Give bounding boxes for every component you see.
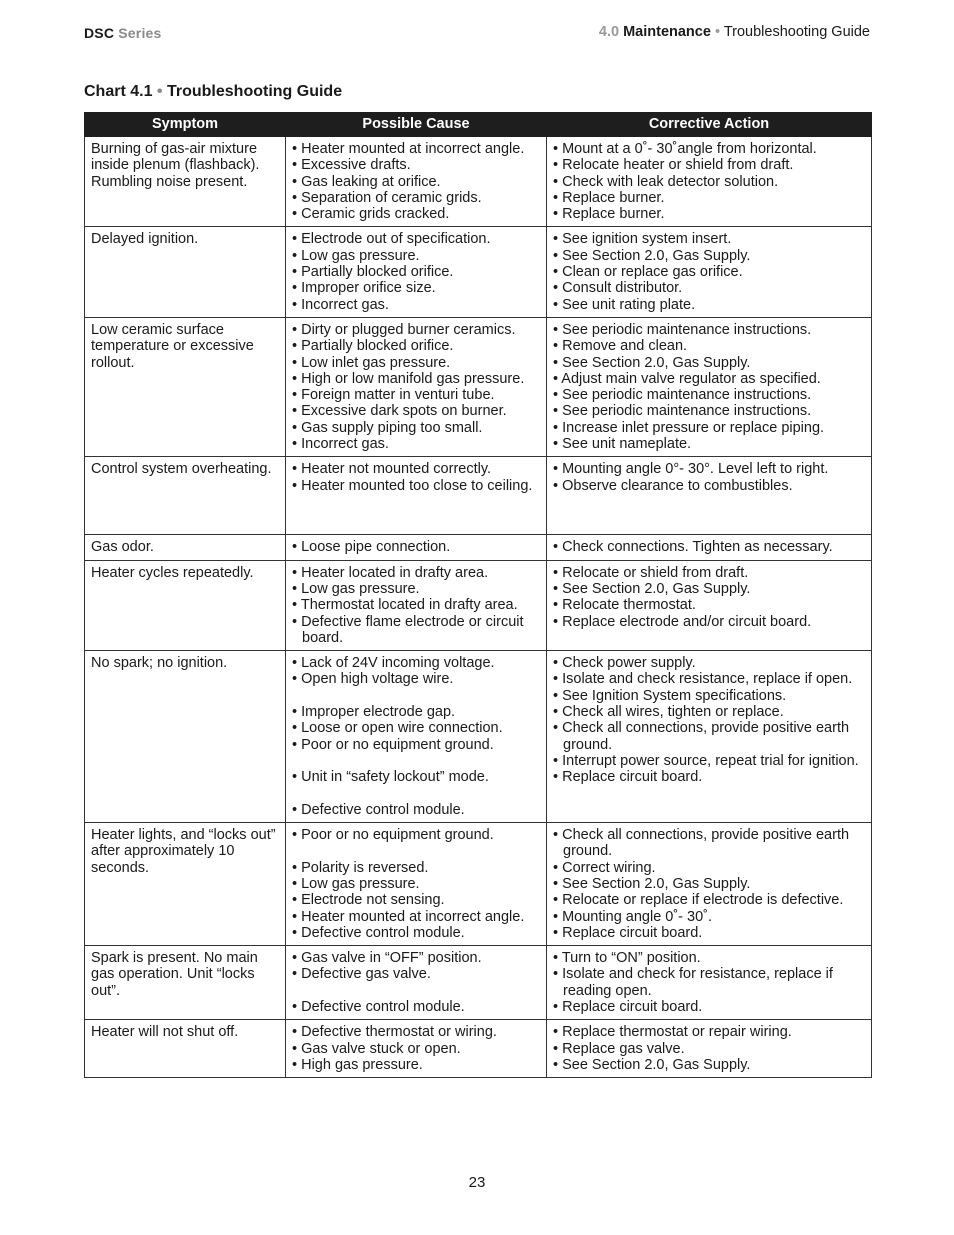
possible-cause-item: • Ceramic grids cracked.	[292, 206, 450, 223]
possible-cause-item: • Partially blocked orifice.	[292, 264, 454, 281]
possible-cause-item: • Low gas pressure.	[292, 247, 420, 264]
corrective-action-cell	[547, 137, 872, 227]
corrective-action-item: • Relocate heater or shield from draft.	[553, 157, 794, 174]
possible-cause-list	[292, 950, 540, 1015]
corrective-action-list	[553, 1024, 865, 1073]
possible-cause-cell	[286, 823, 547, 946]
possible-cause-item: • Foreign matter in venturi tube.	[292, 387, 495, 404]
corrective-action-item: • Check power supply.	[553, 655, 696, 672]
corrective-action-list	[553, 655, 865, 785]
possible-cause-item: • Partially blocked orifice.	[292, 338, 454, 355]
table-row	[85, 560, 872, 650]
possible-cause-list	[292, 1024, 540, 1073]
corrective-action-cell	[547, 651, 872, 823]
possible-cause-cell	[286, 651, 547, 823]
table-header-row	[85, 113, 872, 137]
possible-cause-list	[292, 322, 540, 452]
corrective-action-item: • Replace burner.	[553, 189, 665, 206]
corrective-action-item: • Remove and clean.	[553, 338, 688, 355]
corrective-action-item: • See Section 2.0, Gas Supply.	[553, 1056, 751, 1073]
symptom-cell: Burning of gas-air mixture inside plenum (flashback). Rumbling noise present.	[85, 137, 286, 227]
corrective-action-item: • Relocate thermostat.	[553, 597, 696, 614]
section-number: 4.0	[598, 24, 620, 40]
possible-cause-list	[292, 231, 540, 312]
corrective-action-item: • Replace circuit board.	[553, 769, 703, 786]
corrective-action-item: • Replace circuit board.	[553, 924, 703, 941]
possible-cause-list	[292, 539, 540, 555]
possible-cause-item: • Defective gas valve.	[292, 966, 431, 983]
corrective-action-item: • See Ignition System specifications.	[553, 687, 787, 704]
corrective-action-item: • Check all connections, provide positive earth ground.	[553, 827, 850, 860]
possible-cause-item: • Heater mounted at incorrect angle.	[292, 908, 525, 925]
corrective-action-item: • Check with leak detector solution.	[553, 173, 779, 190]
possible-cause-item: • Defective control module.	[292, 924, 465, 941]
possible-cause-item: • Loose or open wire connection.	[292, 720, 503, 737]
troubleshooting-table	[84, 112, 872, 1078]
corrective-action-item: • See Section 2.0, Gas Supply.	[553, 875, 751, 892]
possible-cause-item: • Dirty or plugged burner ceramics.	[292, 321, 516, 338]
corrective-action-cell	[547, 823, 872, 946]
symptom-cell: Delayed ignition.	[85, 227, 286, 317]
possible-cause-item: • Heater located in drafty area.	[292, 564, 489, 581]
corrective-action-item: • See Section 2.0, Gas Supply.	[553, 247, 751, 264]
chart-label: Chart 4.1	[84, 83, 153, 100]
running-header-series	[84, 25, 162, 41]
corrective-action-item: • Mounting angle 0°- 30°. Level left to right.	[553, 461, 829, 478]
corrective-action-item: • Check all wires, tighten or replace.	[553, 704, 784, 721]
corrective-action-cell	[547, 317, 872, 456]
running-header-section	[599, 24, 870, 40]
corrective-action-cell	[547, 560, 872, 650]
possible-cause-item: • Excessive dark spots on burner.	[292, 403, 507, 420]
table-row	[85, 457, 872, 535]
possible-cause-item: • Low inlet gas pressure.	[292, 354, 451, 371]
possible-cause-item: • Open high voltage wire.	[292, 671, 454, 688]
symptom-cell: Heater cycles repeatedly.	[85, 560, 286, 650]
section-name: Maintenance	[623, 24, 711, 40]
possible-cause-cell	[286, 1020, 547, 1078]
possible-cause-item: • Defective thermostat or wiring.	[292, 1024, 497, 1041]
possible-cause-item: • Poor or no equipment ground.	[292, 736, 494, 753]
possible-cause-item: • Gas supply piping too small.	[292, 419, 483, 436]
corrective-action-list	[553, 231, 865, 312]
corrective-action-item: • Replace electrode and/or circuit board.	[553, 613, 812, 630]
corrective-action-list	[553, 461, 865, 494]
corrective-action-cell	[547, 946, 872, 1020]
possible-cause-item: • Excessive drafts.	[292, 157, 411, 174]
possible-cause-item: • Improper electrode gap.	[292, 704, 456, 721]
corrective-action-list	[553, 565, 865, 630]
table-row	[85, 137, 872, 227]
corrective-action-item: • Consult distributor.	[553, 280, 683, 297]
symptom-cell: Heater will not shut off.	[85, 1020, 286, 1078]
table-row	[85, 227, 872, 317]
chart-title-text: Troubleshooting Guide	[166, 83, 343, 100]
possible-cause-item: • Loose pipe connection.	[292, 539, 451, 556]
possible-cause-list	[292, 827, 540, 941]
table-row	[85, 946, 872, 1020]
possible-cause-item: • Unit in “safety lockout” mode.	[292, 769, 489, 786]
table-row	[85, 1020, 872, 1078]
possible-cause-item: • Electrode not sensing.	[292, 892, 445, 909]
chart-title-separator: •	[156, 83, 163, 100]
symptom-cell: Low ceramic surface temperature or excessive rollout.	[85, 317, 286, 456]
corrective-action-cell	[547, 457, 872, 535]
corrective-action-cell	[547, 535, 872, 560]
corrective-action-item: • See unit nameplate.	[553, 436, 692, 453]
possible-cause-item: • Heater not mounted correctly.	[292, 461, 492, 478]
possible-cause-item: • Defective control module.	[292, 801, 465, 818]
corrective-action-list	[553, 322, 865, 452]
corrective-action-list	[553, 950, 865, 1015]
corrective-action-item: • See periodic maintenance instructions.	[553, 387, 812, 404]
possible-cause-item: • Polarity is reversed.	[292, 859, 429, 876]
corrective-action-item: • See Section 2.0, Gas Supply.	[553, 354, 751, 371]
table-body	[85, 137, 872, 1078]
corrective-action-list	[553, 141, 865, 222]
possible-cause-cell	[286, 317, 547, 456]
possible-cause-item: • Incorrect gas.	[292, 436, 389, 453]
possible-cause-item: • Defective flame electrode or circuit board.	[292, 613, 524, 646]
possible-cause-cell	[286, 560, 547, 650]
corrective-action-item: • See Section 2.0, Gas Supply.	[553, 580, 751, 597]
possible-cause-item: • Gas leaking at orifice.	[292, 173, 441, 190]
corrective-action-item: • Relocate or replace if electrode is defective.	[553, 892, 844, 909]
page-number: 23	[468, 1174, 486, 1191]
possible-cause-item: • Electrode out of specification.	[292, 231, 491, 248]
corrective-action-item: • See ignition system insert.	[553, 231, 732, 248]
corrective-action-item: • Isolate and check resistance, replace if open.	[553, 671, 853, 688]
corrective-action-cell	[547, 227, 872, 317]
symptom-cell: Spark is present. No main gas operation. Unit “locks out”.	[85, 946, 286, 1020]
corrective-action-item: • See periodic maintenance instructions.	[553, 321, 812, 338]
corrective-action-item: • Observe clearance to combustibles.	[553, 477, 793, 494]
corrective-action-item: • See unit rating plate.	[553, 296, 696, 313]
possible-cause-list	[292, 461, 540, 494]
possible-cause-item: • Lack of 24V incoming voltage.	[292, 655, 495, 672]
possible-cause-item: • Incorrect gas.	[292, 296, 389, 313]
table-row	[85, 651, 872, 823]
corrective-action-item: • Increase inlet pressure or replace piping.	[553, 419, 825, 436]
possible-cause-cell	[286, 227, 547, 317]
column-header-corrective-action: Corrective Action	[547, 113, 872, 137]
corrective-action-item: • Isolate and check for resistance, replace if reading open.	[553, 966, 833, 999]
symptom-cell: Heater lights, and “locks out” after approximately 10 seconds.	[85, 823, 286, 946]
corrective-action-item: • Relocate or shield from draft.	[553, 564, 749, 581]
possible-cause-item: • Improper orifice size.	[292, 280, 436, 297]
chart-title	[84, 83, 342, 101]
possible-cause-cell	[286, 946, 547, 1020]
corrective-action-item: • Replace circuit board.	[553, 999, 703, 1016]
corrective-action-item: • Interrupt power source, repeat trial for ignition.	[553, 752, 859, 769]
possible-cause-item: • Defective control module.	[292, 999, 465, 1016]
possible-cause-list	[292, 141, 540, 222]
corrective-action-item: • Check connections. Tighten as necessary.	[553, 539, 833, 556]
column-header-possible-cause: Possible Cause	[286, 113, 547, 137]
symptom-cell: No spark; no ignition.	[85, 651, 286, 823]
possible-cause-item: • Heater mounted at incorrect angle.	[292, 141, 525, 157]
possible-cause-item: • Gas valve in “OFF” position.	[292, 950, 482, 967]
header-separator: •	[714, 24, 721, 40]
section-topic: Troubleshooting Guide	[723, 24, 870, 40]
symptom-cell: Control system overheating.	[85, 457, 286, 535]
possible-cause-item: • Separation of ceramic grids.	[292, 189, 482, 206]
corrective-action-item: • Turn to “ON” position.	[553, 950, 701, 967]
possible-cause-item: • Heater mounted too close to ceiling.	[292, 477, 533, 494]
corrective-action-item: • Adjust main valve regulator as specified.	[553, 370, 821, 387]
corrective-action-item: • Replace gas valve.	[553, 1040, 685, 1057]
corrective-action-item: • Replace thermostat or repair wiring.	[553, 1024, 792, 1041]
possible-cause-item: • Low gas pressure.	[292, 875, 420, 892]
corrective-action-item: • Check all connections, provide positive earth ground.	[553, 720, 850, 753]
corrective-action-list	[553, 827, 865, 941]
table-row	[85, 317, 872, 456]
corrective-action-item: • Mount at a 0˚- 30˚angle from horizontal.	[553, 141, 817, 157]
series-label: Series	[118, 25, 162, 41]
corrective-action-cell	[547, 1020, 872, 1078]
possible-cause-item: • Poor or no equipment ground.	[292, 827, 494, 844]
corrective-action-item: • Clean or replace gas orifice.	[553, 264, 743, 281]
possible-cause-list	[292, 565, 540, 646]
corrective-action-item: • Replace burner.	[553, 206, 665, 223]
corrective-action-item: • Mounting angle 0˚- 30˚.	[553, 908, 713, 925]
column-header-symptom: Symptom	[85, 113, 286, 137]
possible-cause-list	[292, 655, 540, 818]
possible-cause-cell	[286, 137, 547, 227]
possible-cause-item: • Thermostat located in drafty area.	[292, 597, 518, 614]
corrective-action-list	[553, 539, 865, 555]
table-row	[85, 535, 872, 560]
possible-cause-item: • High or low manifold gas pressure.	[292, 370, 525, 387]
possible-cause-item: • High gas pressure.	[292, 1056, 423, 1073]
corrective-action-item: • See periodic maintenance instructions.	[553, 403, 812, 420]
symptom-cell: Gas odor.	[85, 535, 286, 560]
brand-name: DSC	[84, 25, 115, 41]
possible-cause-cell	[286, 535, 547, 560]
possible-cause-item: • Low gas pressure.	[292, 580, 420, 597]
table-row	[85, 823, 872, 946]
corrective-action-item: • Correct wiring.	[553, 859, 656, 876]
possible-cause-item: • Gas valve stuck or open.	[292, 1040, 461, 1057]
possible-cause-cell	[286, 457, 547, 535]
